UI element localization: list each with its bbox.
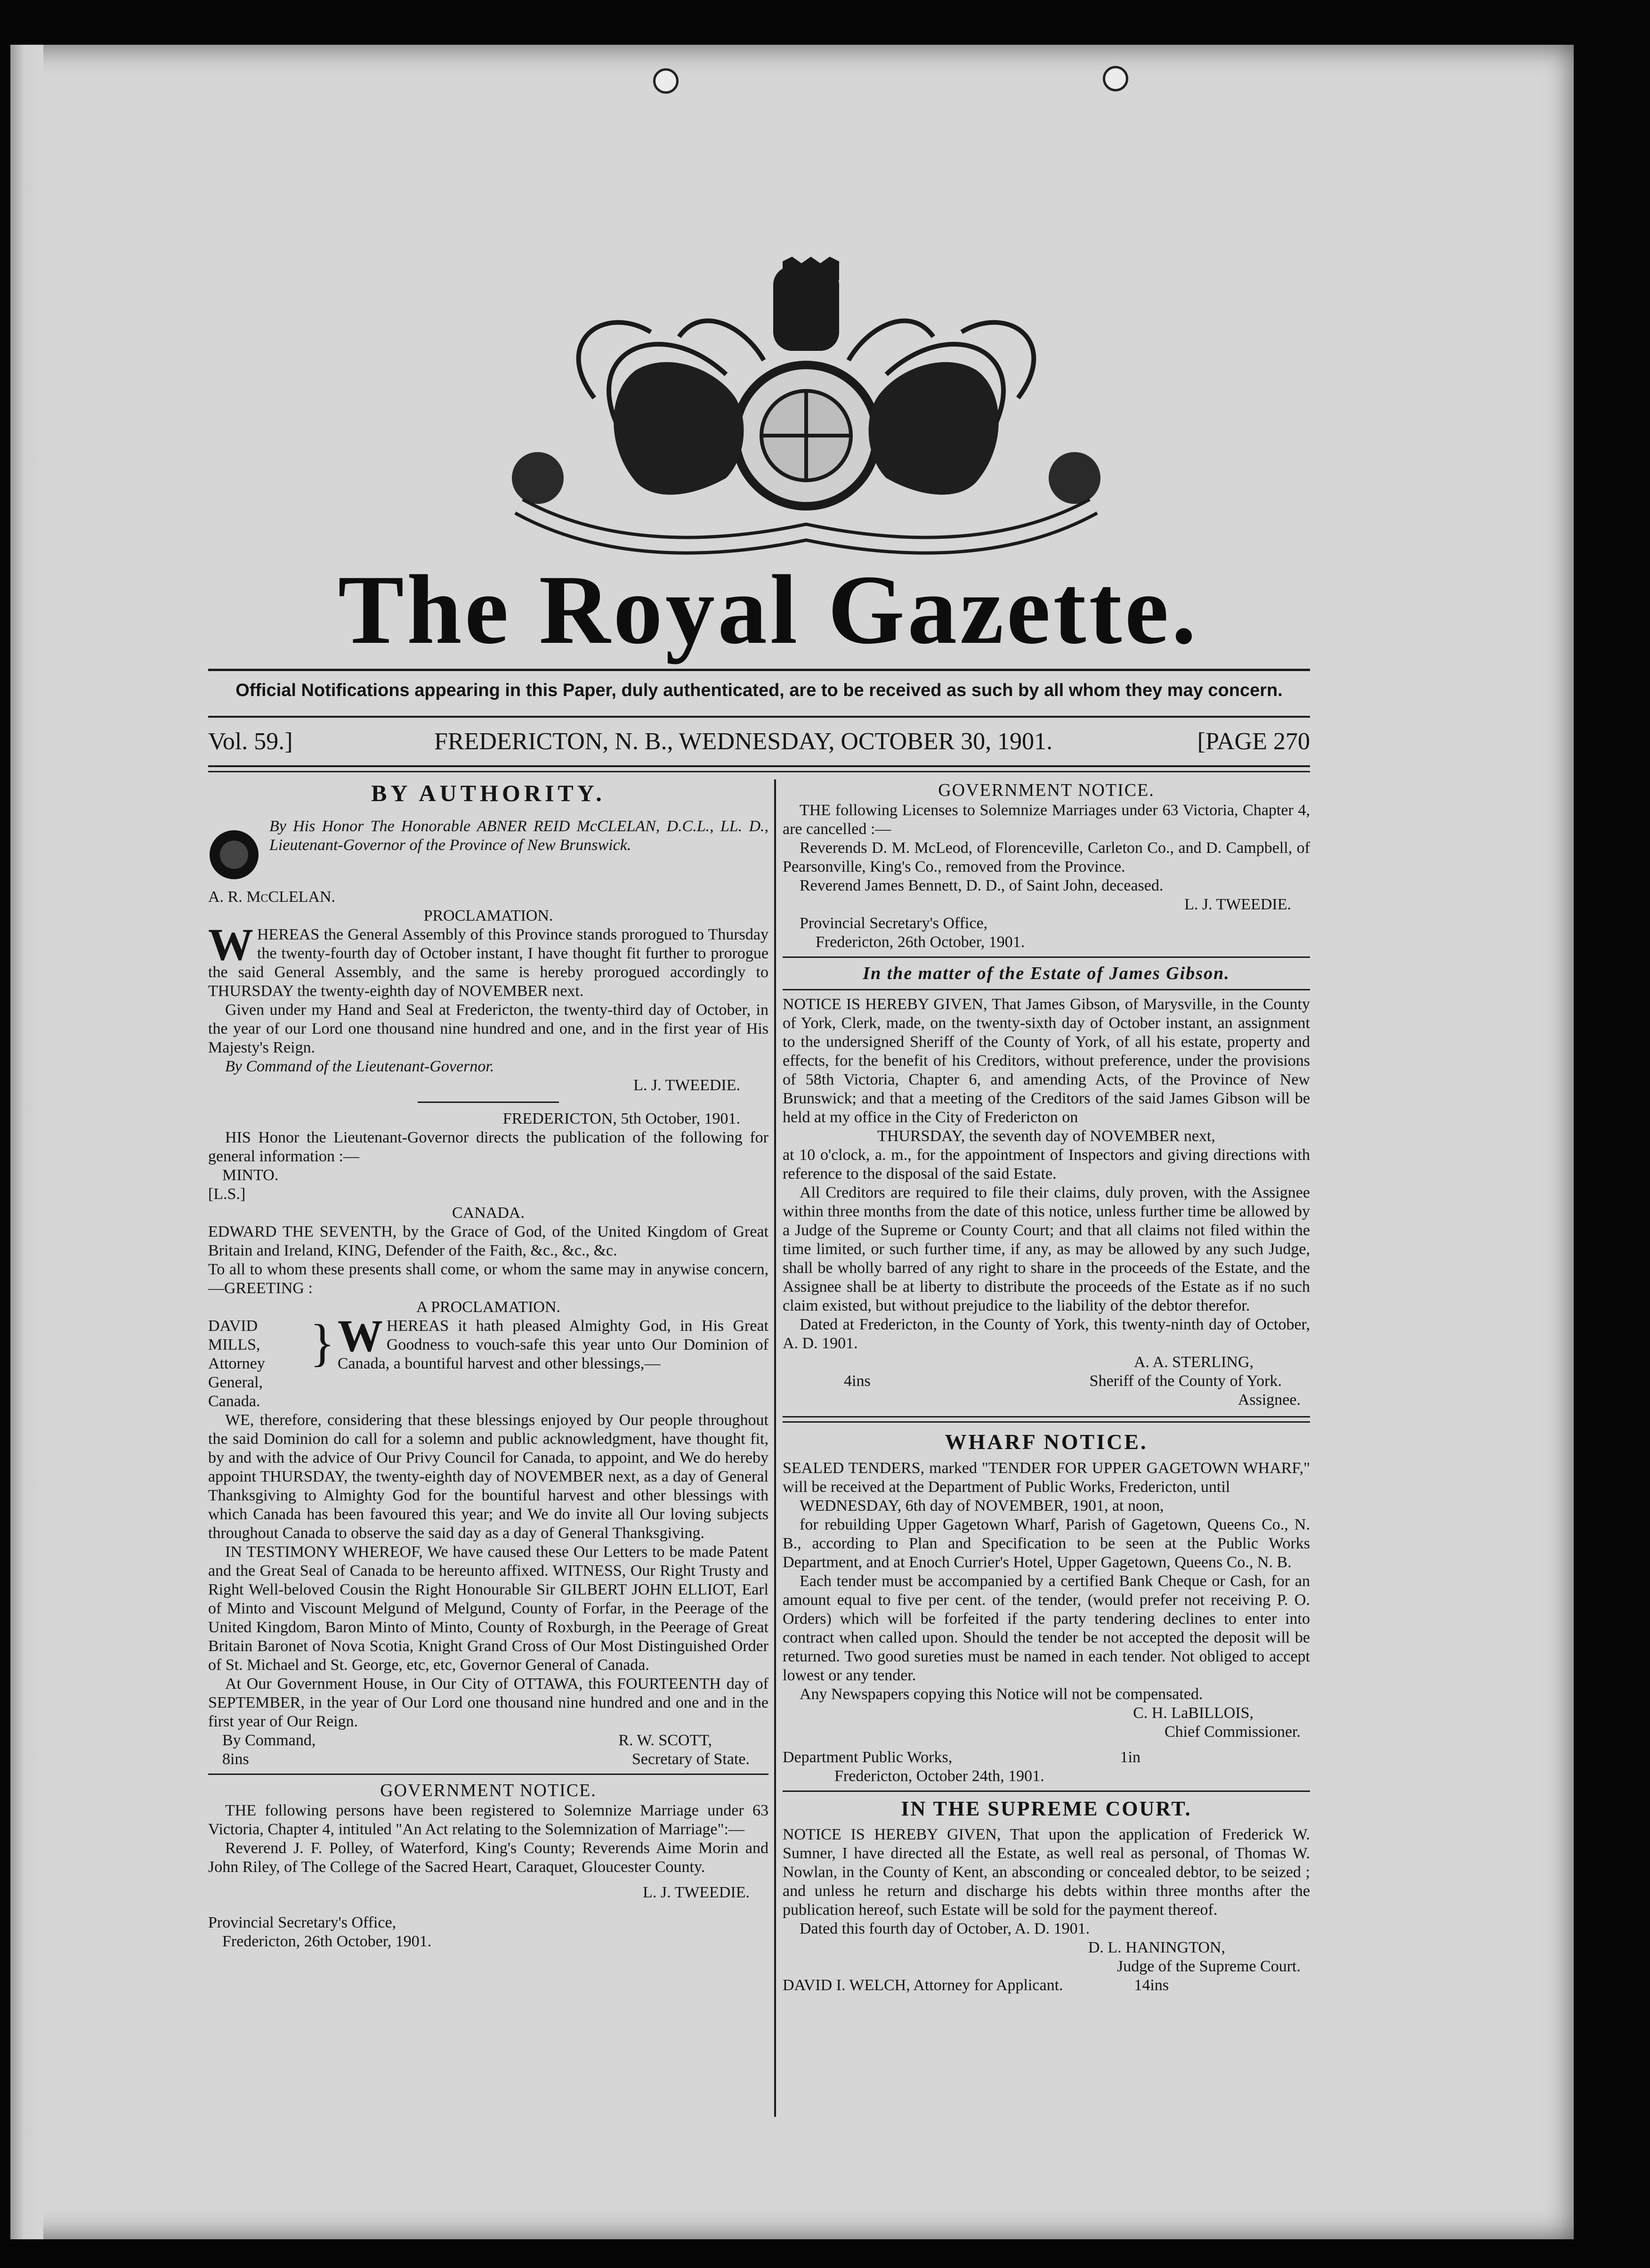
government-notice-signature: L. J. TWEEDIE. (643, 1884, 750, 1901)
masthead-rule (208, 669, 1310, 671)
government-notice-text: THE following Licenses to Solemnize Marriages under 63 Victoria, Chapter 4, are cancelled :— (783, 802, 1310, 838)
sheriff-title: Sheriff of the County of York. (1089, 1372, 1282, 1390)
proclamation-heading: PROCLAMATION. (423, 907, 553, 924)
secretary-office-date: Fredericton, 26th October, 1901. (222, 1933, 432, 1950)
drop-cap: W (208, 919, 253, 970)
estate-notice-text: NOTICE IS HEREBY GIVEN, That James Gibson, of Marysville, in the County of York, Clerk, made, on the twenty-sixth day of October instant, an assignment to the undersigned Sheriff of the County of York, of all his estate, property and effects, for the benefit of his Creditors, without preference, under the provisions of 58th Victoria, Chapter 6, and amending Acts, of the Province of New Brunswick; and that a meeting of the Creditors of the said James Gibson will be held at my office in the City of Fredericton on (783, 996, 1310, 1126)
wharf-notice-text-4: Any Newspapers copying this Notice will not be compensated. (800, 1685, 1203, 1703)
cancelled-license-1: Reverends D. M. McLeod, of Florenceville, Carleton Co., and D. Campbell, of Pearsonville, King's Co., removed from the Province. (783, 839, 1310, 875)
dateline (208, 728, 1310, 761)
government-house: At Our Government House, in Our City of OTTAWA, this FOURTEENTH day of SEPTEMBER, in the year of Our Lord one thousand nine hundred and one and in the first year of Our Reign. (208, 1675, 768, 1730)
to-all-greeting: To all to whom these presents shall come, or whom the same may in anywise concern,—GREETING : (208, 1261, 768, 1297)
secretary-office-date: Fredericton, 26th October, 1901. (816, 933, 1025, 951)
attorney-name: DAVID I. WELCH, Attorney for Applicant. (783, 1976, 1063, 1994)
binding-hole (1103, 66, 1128, 91)
insertion-count: 4ins (844, 1372, 871, 1390)
masthead-rule (208, 765, 1310, 767)
cancelled-license-2: Reverend James Bennett, D. D., of Saint John, deceased. (800, 877, 1164, 894)
department-date: Fredericton, October 24th, 1901. (834, 1767, 1044, 1785)
brace: } (310, 1314, 335, 1371)
government-notice-names: Reverend J. F. Polley, of Waterford, King's County; Reverends Aime Morin and John Riley, of The College of the Sacred Heart, Caraquet, Gloucester County. (208, 1839, 768, 1876)
canada-heading: CANADA. (452, 1204, 525, 1222)
thanksgiving-opening (208, 1311, 768, 1411)
divider (208, 1774, 768, 1775)
estate-notice-text-3: All Creditors are required to file their claims, duly proven, with the Assignee within three months from the date of this notice, unless further time be allowed by a Judge of the Supreme or County Court; and that all claims not filed within the time limited, or such further time, if any, as may be allowed by any such Judge, shall be wholly barred of any right to share in the proceeds of the Estate, and the Assignee shall be at liberty to distribute the proceeds of the Estate as if no such claim existed, but without prejudice to the liability of the debtor therefor. (783, 1184, 1310, 1314)
a-proclamation-heading: A PROCLAMATION. (416, 1298, 561, 1316)
judge-title: Judge of the Supreme Court. (1117, 1958, 1301, 1975)
royal-crest-emblem (481, 257, 1131, 563)
seal-icon (208, 826, 260, 883)
supreme-court-text: NOTICE IS HEREBY GIVEN, That upon the application of Frederick W. Sumner, I have directed all the Estate, as well real as personal, of Thomas W. Nowlan, in the County of Kent, an absconding or concealed debtor, to be seized ; and unless he return and discharge his debts within three months after the publication hereof, such Estate will be sold for the payment thereof. (783, 1826, 1310, 1919)
scott-signature: R. W. SCOTT, (618, 1732, 712, 1749)
wharf-notice-heading: WHARF NOTICE. (945, 1430, 1148, 1454)
estate-heading: In the matter of the Estate of James Gibson. (863, 964, 1230, 983)
hanington-signature: D. L. HANINGTON, (1088, 1939, 1225, 1956)
government-notice-signature: L. J. TWEEDIE. (1184, 896, 1291, 913)
labillois-signature: C. H. LaBILLOIS, (1133, 1704, 1254, 1722)
honor-directs: HIS Honor the Lieutenant-Governor directs the publication of the following for general information :— (208, 1129, 768, 1165)
estate-meeting-date: THURSDAY, the seventh day of NOVEMBER next, (877, 1127, 1215, 1145)
secretary-office: Provincial Secretary's Office, (208, 1914, 396, 1931)
assignee-title: Assignee. (1238, 1391, 1301, 1409)
proclamation-given: Given under my Hand and Seal at Fredericton, the twenty-third day of October, in the year of our Lord one thousand nine hundred and one, and in the first year of His Majesty's Reign. (208, 1001, 768, 1056)
right-column (783, 779, 1310, 1995)
signer-name: A. R. McCLELAN. (208, 888, 336, 906)
chief-commissioner-title: Chief Commissioner. (1165, 1723, 1301, 1741)
masthead-rule (208, 771, 1310, 772)
tweedie-signature: L. J. TWEEDIE. (633, 1077, 740, 1094)
column-divider (774, 779, 776, 2117)
divider (783, 1790, 1310, 1792)
department-name: Department Public Works, (783, 1749, 953, 1766)
secretary-office: Provincial Secretary's Office, (800, 915, 988, 932)
scott-signature-block (208, 1731, 768, 1750)
supreme-court-heading: IN THE SUPREME COURT. (901, 1797, 1192, 1820)
wharf-notice-text: SEALED TENDERS, marked "TENDER FOR UPPER GAGETOWN WHARF," will be received at the Department of Public Works, Fredericton, until (783, 1459, 1310, 1496)
dated-line: FREDERICTON, 5th October, 1901. (502, 1110, 740, 1127)
supreme-court-dated: Dated this fourth day of October, A. D. 1901. (800, 1920, 1090, 1937)
testimony-whereof: IN TESTIMONY WHEREOF, We have caused these Our Letters to be made Patent and the Great Seal of Canada to be hereunto affixed. WITNESS, Our Right Trusty and Right Well-beloved Cousin the Right Honourable Sir GILBERT JOHN ELLIOT, Earl of Minto and Viscount Melgund of Melgund, County of Forfar, in the Peerage of the United Kingdom, Baron Minto of Minto, County of Roxburgh, in the Peerage of Great Britain Baronet of Nova Scotia, Knight Grand Cross of Our Most Distinguished Order of St. Michael and St. George, etc, etc, Governor General of Canada. (208, 1543, 768, 1674)
authority-intro: By His Honor The Honorable ABNER REID McCLELAN, D.C.L., LL. D., Lieutenant-Governor of the Province of New Brunswick. (269, 818, 768, 854)
by-authority-heading: BY AUTHORITY. (371, 780, 606, 806)
double-divider (783, 1416, 1310, 1423)
wharf-notice-date: WEDNESDAY, 6th day of NOVEMBER, 1901, at noon, (800, 1497, 1164, 1515)
left-column (208, 779, 768, 1951)
government-notice-heading: GOVERNMENT NOTICE. (938, 780, 1155, 800)
masthead-rule (208, 716, 1310, 718)
volume-number: Vol. 59.] (208, 728, 293, 755)
divider (418, 1102, 559, 1103)
estate-notice-text-2: at 10 o'clock, a. m., for the appointment of Inspectors and giving directions with reference to the disposal of the said Estate. (783, 1146, 1310, 1183)
page-binding (10, 45, 43, 2239)
insertion-count: 14ins (1134, 1976, 1169, 1994)
by-command-label: By Command, (222, 1732, 316, 1749)
whereas-text: WHEREAS it hath pleased Almighty God, in His Great Goodness to vouch-safe this year unto Our Dominion of Canada, a bountiful harvest and other blessings,— (337, 1311, 768, 1372)
we-therefore: WE, therefore, considering that these blessings enjoyed by Our people throughout the said Dominion do call for a solemn and public acknowledgment, have thought fit, by and with the advice of Our Privy Council for Canada, to appoint, and We do hereby appoint THURSDAY, the twenty-eighth day of NOVEMBER next, as a day of General Thanksgiving to Almighty God for the bountiful harvest and other blessings with which Canada has been favoured this year; and We do invite all Our loving subjects throughout Canada to observe the said day as a day of General Thanksgiving. (208, 1411, 768, 1542)
proclamation-text: WHEREAS the General Assembly of this Province stands prorogued to Thursday the twenty-fourth day of October instant, I have thought fit further to prorogue the said General Assembly, and the same is hereby prorogued accordingly to THURSDAY the twenty-eighth day of NOVEMBER next. (208, 919, 768, 1000)
seal-mark: [L.S.] (208, 1185, 246, 1203)
government-notice-text: THE following persons have been registered to Solemnize Marriage under 63 Victoria, Chapter 4, intituled "An Act relating to the Solemnization of Marriage":— (208, 1802, 768, 1838)
sheriff-block (783, 1372, 1310, 1391)
masthead-subtitle: Official Notifications appearing in this Paper, duly authenticated, are to be received as such by all whom they may concern. (235, 680, 1283, 700)
gazette-page (10, 45, 1574, 2239)
insertion-count: 1in (1120, 1749, 1140, 1766)
attorney-block (783, 1976, 1310, 1995)
government-notice-heading: GOVERNMENT NOTICE. (380, 1781, 597, 1800)
by-command: By Command of the Lieutenant-Governor. (225, 1058, 494, 1075)
scott-title-block (208, 1750, 768, 1769)
estate-dated: Dated at Fredericton, in the County of York, this twenty-ninth day of October, A. D. 1901. (783, 1316, 1310, 1352)
wharf-notice-text-3: Each tender must be accompanied by a certified Bank Cheque or Cash, for an amount equal to five per cent. of the tender, (would prefer not receiving P. O. Orders) which will be forfeited if the party tendering declines to enter into contract when called upon. Should the tender be not accepted the deposit will be returned. Two good sureties must be named in each tender. Not obliged to accept lowest or any tender. (783, 1572, 1310, 1684)
edward-title: EDWARD THE SEVENTH, by the Grace of God, of the United Kingdom of Great Britain and Ireland, KING, Defender of the Faith, &c., &c., &c. (208, 1223, 768, 1259)
wharf-notice-text-2: for rebuilding Upper Gagetown Wharf, Parish of Gagetown, Queens Co., N. B., according to Plan and Specification to be seen at the Public Works Department, and at Enoch Currier's Hotel, Upper Gagetown, Queens Co., N. B. (783, 1516, 1310, 1571)
binding-hole (653, 68, 679, 94)
minto-signature: MINTO. (222, 1166, 279, 1184)
newspaper-title: The Royal Gazette. (338, 555, 1199, 664)
page-number: [PAGE 270 (1197, 728, 1310, 755)
sterling-signature: A. A. STERLING, (1133, 1353, 1254, 1371)
divider (783, 956, 1310, 958)
drop-cap: W (337, 1311, 383, 1361)
insertion-count: 8ins (222, 1750, 249, 1768)
mills-attribution: DAVID MILLS, Attorney General, Canada. (208, 1317, 265, 1410)
department-block (783, 1748, 1310, 1767)
place-and-date: FREDERICTON, N. B., WEDNESDAY, OCTOBER 30, 1901. (434, 728, 1053, 755)
scott-title: Secretary of State. (631, 1750, 750, 1768)
divider (783, 989, 1310, 990)
